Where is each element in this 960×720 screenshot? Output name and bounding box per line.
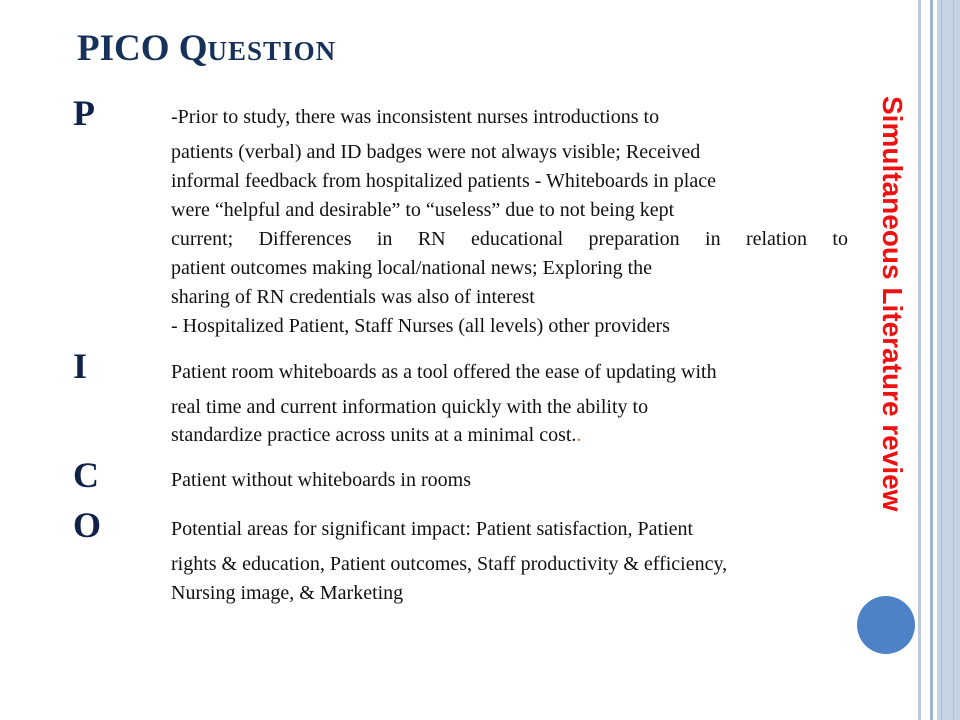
side-label: Simultaneous Literature review	[877, 96, 908, 512]
pico-letter-i: I	[73, 346, 88, 386]
decorative-bar-line	[941, 0, 942, 720]
decorative-bar	[921, 0, 930, 720]
pico-letter-o: O	[73, 505, 102, 545]
o-line: rights & education, Patient outcomes, Staff productivity & efficiency,	[171, 553, 728, 575]
i-line: real time and current information quickly with the ability to	[171, 396, 649, 418]
o-line: Nursing image, & Marketing	[171, 582, 404, 604]
p-line: patients (verbal) and ID badges were not always visible; Received	[171, 141, 701, 163]
i-line-last	[171, 424, 851, 447]
p-line: -Prior to study, there was inconsistent nurses introductions to	[171, 106, 660, 128]
p-line: - Hospitalized Patient, Staff Nurses (all levels) other providers	[171, 315, 670, 337]
pico-letter-p: P	[73, 93, 95, 133]
title-first: PICO Q	[77, 28, 208, 69]
i-line-text: standardize practice across units at a minimal cost.	[171, 424, 577, 446]
slide-title	[77, 27, 336, 70]
decorative-circle	[857, 596, 915, 654]
decorative-bar-line	[953, 0, 954, 720]
c-line: Patient without whiteboards in rooms	[171, 469, 471, 491]
p-line: informal feedback from hospitalized patients - Whiteboards in place	[171, 170, 716, 192]
p-line: current; Differences in RN educational preparation in relation to	[171, 228, 848, 250]
pico-letter-c: C	[73, 455, 99, 495]
i-line: Patient room whiteboards as a tool offered the ease of updating with	[171, 361, 717, 383]
p-line: sharing of RN credentials was also of interest	[171, 286, 535, 308]
trailing-mark: .	[576, 424, 582, 446]
o-line: Potential areas for significant impact: Patient satisfaction, Patient	[171, 518, 694, 540]
p-line: patient outcomes making local/national news; Exploring the	[171, 257, 652, 279]
p-line: were “helpful and desirable” to “useless” due to not being kept	[171, 199, 675, 221]
title-rest: UESTION	[207, 36, 337, 66]
